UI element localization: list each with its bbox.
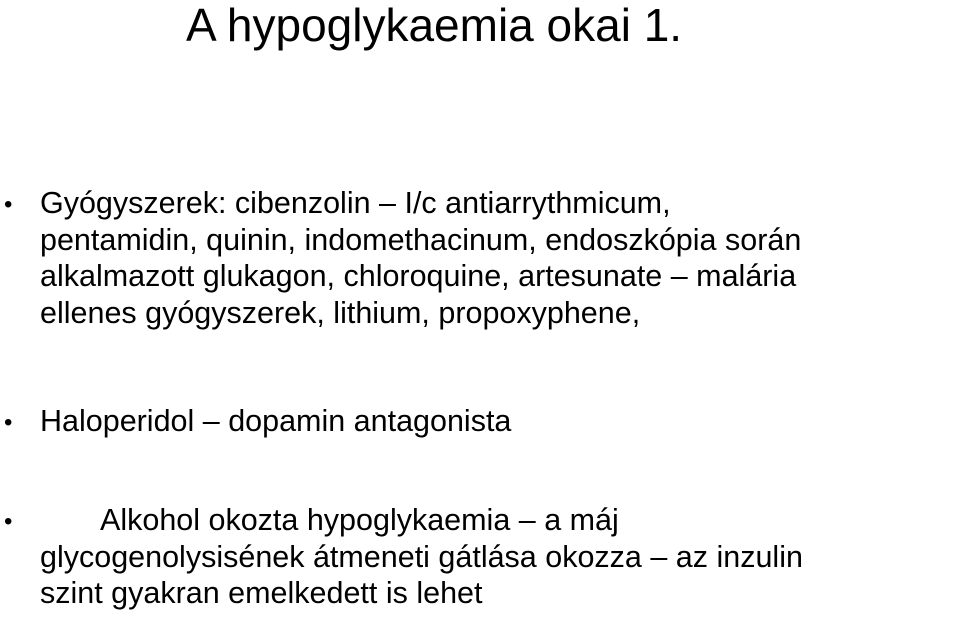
- slide-title: A hypoglykaemia okai 1.: [186, 0, 683, 51]
- text-line: Alkohol okozta hypoglykaemia – a máj: [100, 503, 619, 537]
- bullet-text: [40, 502, 955, 612]
- text-line: glycogenolysisének átmeneti gátlása okozza – az inzulin: [40, 539, 803, 574]
- bullet-icon: •: [4, 409, 13, 436]
- text-line: Haloperidol – dopamin antagonista: [40, 404, 512, 438]
- text-line: szint gyakran emelkedett is lehet: [40, 576, 483, 610]
- bullet-text: [40, 185, 955, 331]
- bullet-icon: •: [4, 191, 13, 218]
- text-line: pentamidin, quinin, indomethacinum, endoszkópia során: [40, 222, 802, 257]
- text-line: Gyógyszerek: cibenzolin – I/c antiarrythmicum,: [40, 186, 671, 220]
- bullet-icon: •: [4, 508, 13, 535]
- text-line: alkalmazott glukagon, chloroquine, artesunate – malária: [40, 259, 797, 293]
- bullet-text: [40, 403, 955, 440]
- text-line: ellenes gyógyszerek, lithium, propoxyphene,: [40, 295, 641, 330]
